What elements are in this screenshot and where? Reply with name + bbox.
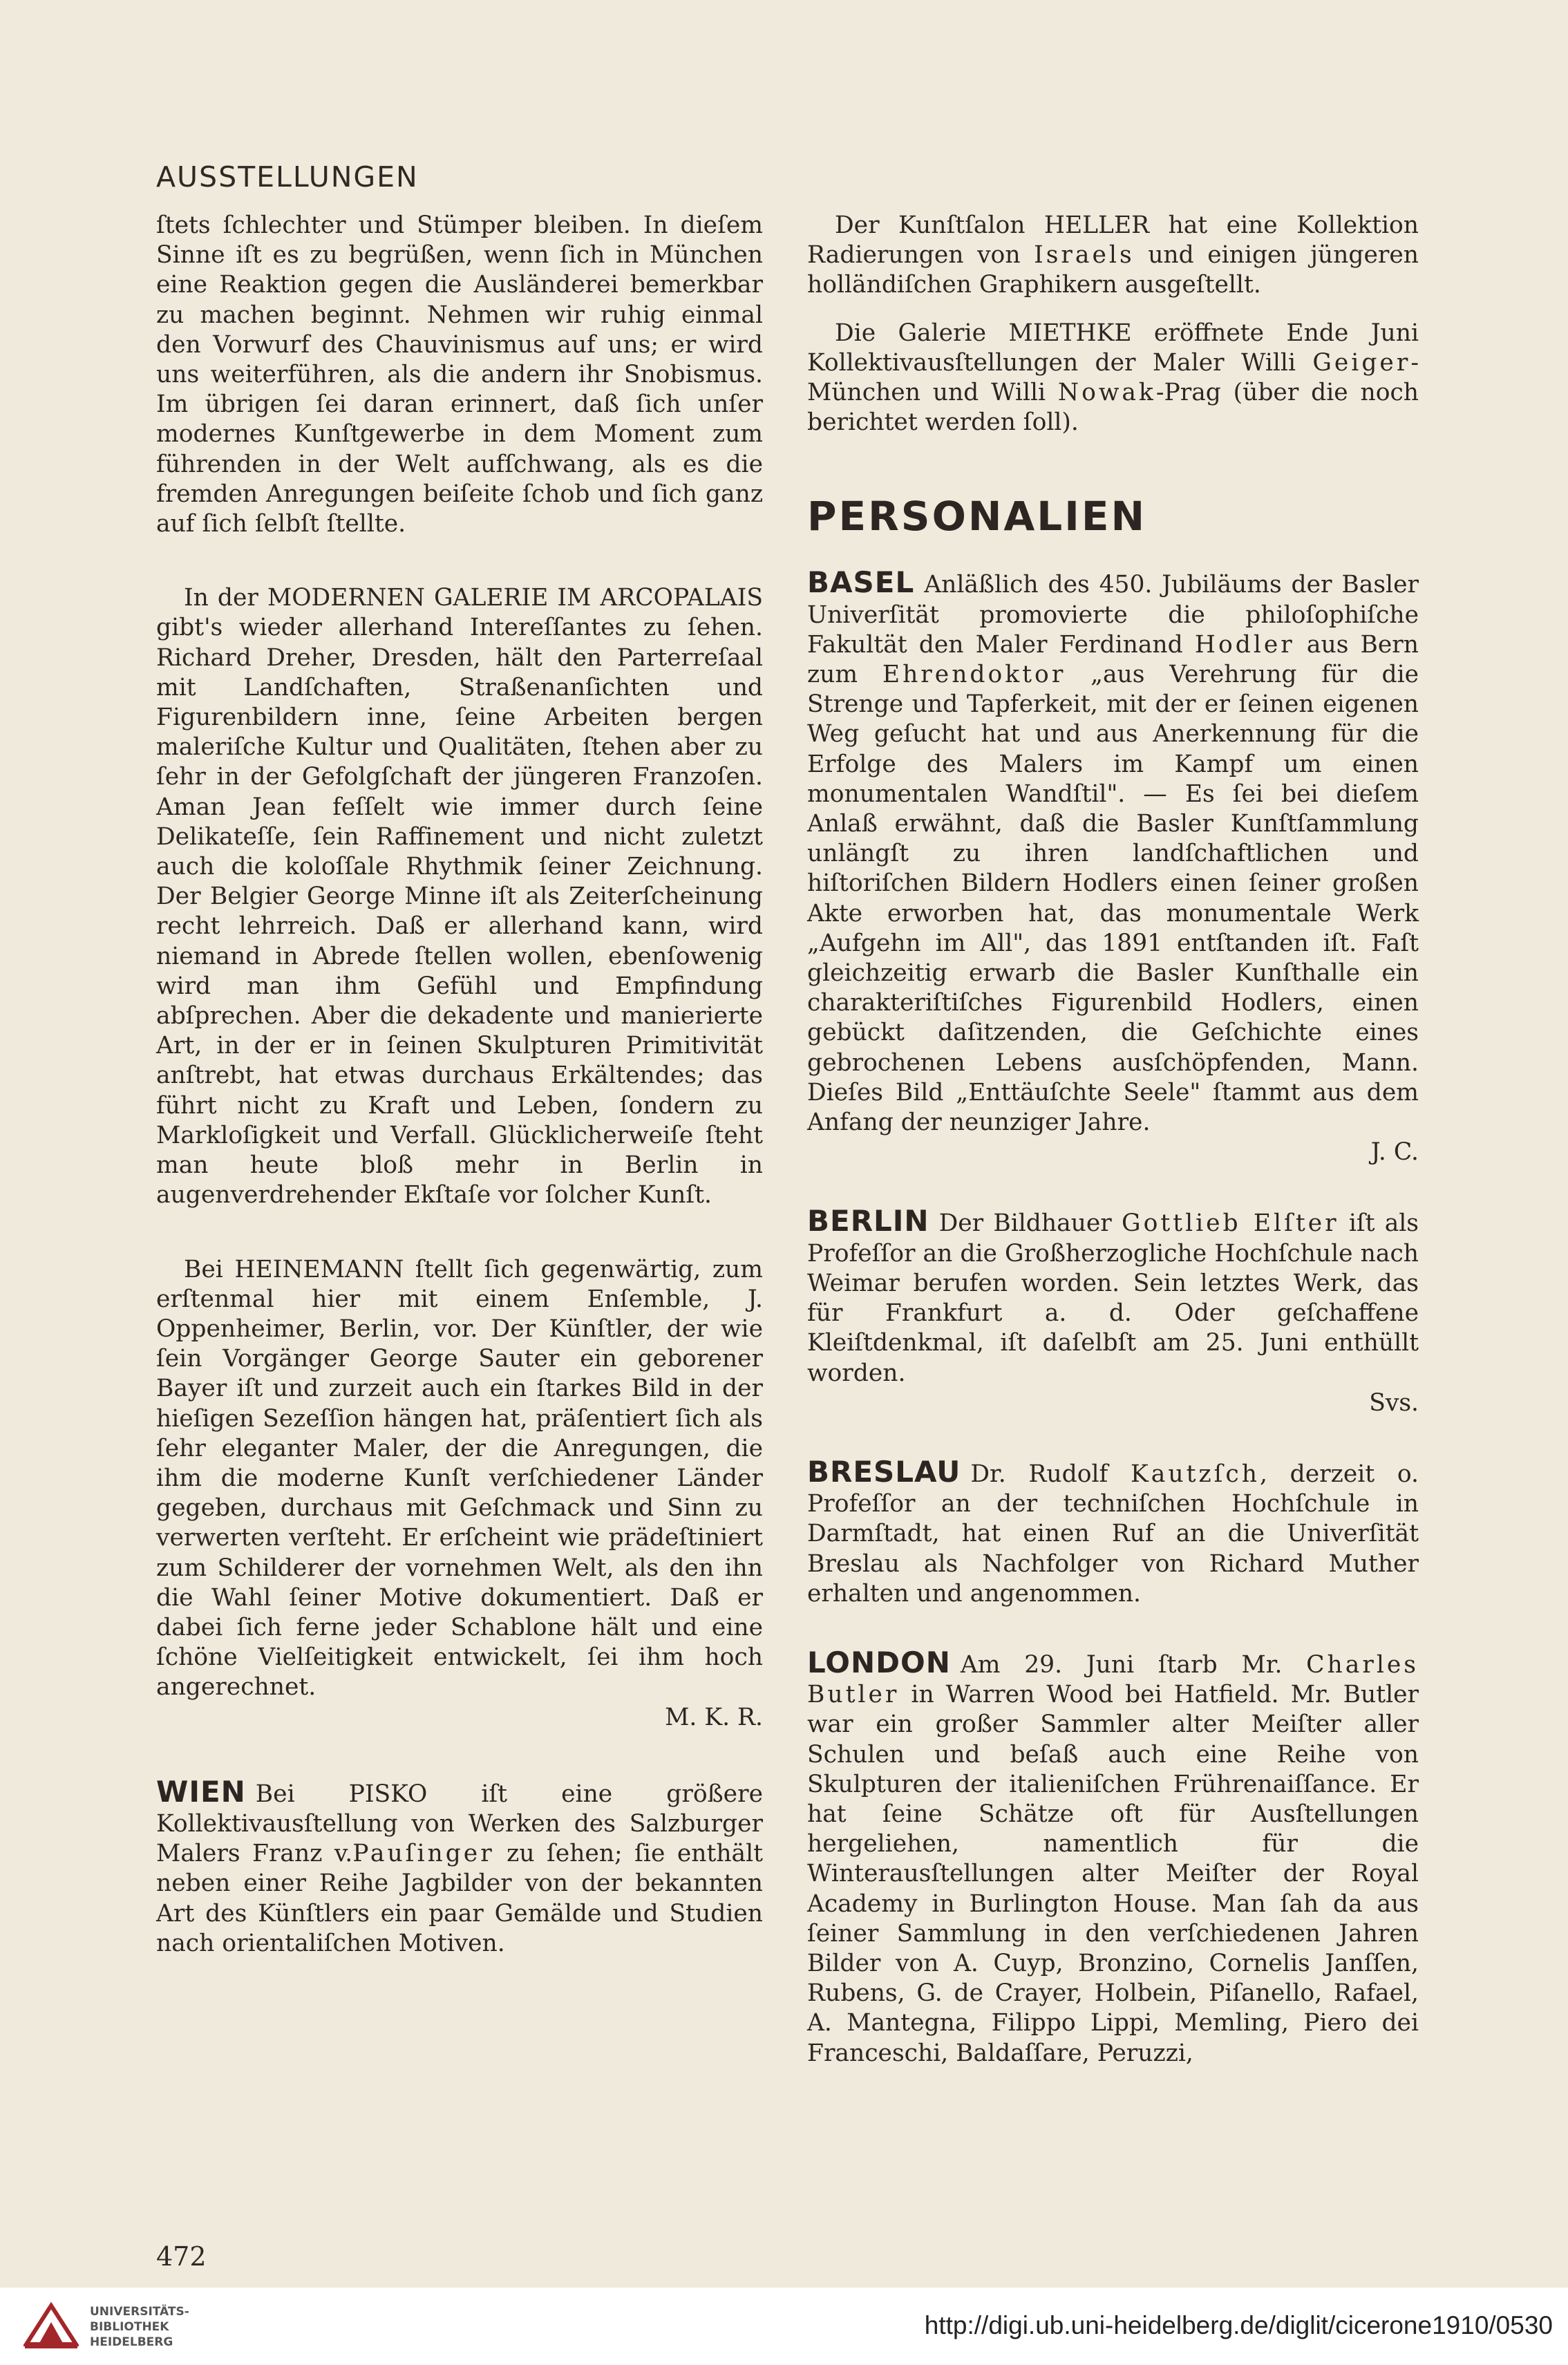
section-heading-personalien: PERSONALIEN	[807, 493, 1146, 540]
paragraph-miethke	[807, 319, 1419, 438]
basel-text-c: „aus Verehrung für die Strenge und Tapferkeit, mit der er ſeinen eigenen Weg geſucht hat und aus Anerkennung für die Erfolge des Malers im Kampf um einen monumentalen Wandſtil". — Es ſei bei dieſem Anlaß erwähnt, daß die Basler Kunſtſammlung unlängſt zu ihren landſchaftlichen und hiſtoriſchen Bildern Hodlers einen ſeiner großen Akte erworben hat, das monumentale Werk „Aufgehn im All", das 1891 entſtanden iſt. Faſt gleichzeitig erwarb die Basler Kunſthalle ein charakteriſtiſches Figurenbild Hodlers, einen gebückt daſitzenden, die Geſchichte eines gebrochenen Lebens ausſchöpfenden, Mann. Dieſes Bild „Enttäuſchte Seele" ſtammt aus dem Anfang der neunziger Jahre.	[807, 661, 1419, 1137]
paragraph-heinemann	[156, 1255, 763, 1733]
berlin-text-b: iſt als Profeſſor an die Großherzogliche Hochſchule nach Weimar berufen worden. Sein letztes Werk, das für Frankfurt a. d. Oder geſchaffene Kleiſtdenkmal, iſt daſelbſt am 25. Juni enthüllt worden.	[807, 1209, 1419, 1387]
heinemann-text: Bei HEINEMANN ſtellt ſich gegenwärtig, zum erſtenmal hier mit einem Enſemble, J. Oppenheimer, Berlin, vor. Der Künſtler, der wie ſein Vorgänger George Sauter ein geborener Bayer iſt und zurzeit auch ein ſtarkes Bild in der hieſigen Sezeſſion hängen hat, präſentiert ſich als ſehr eleganter Maler, der die Anregungen, die ihm die moderne Kunſt verſchiedener Länder gegeben, durchaus mit Geſchmack und Sinn zu verwerten verſteht. Er erſcheint wie prädeſtiniert zum Schilderer der vornehmen Welt, als den ihn die Wahl ſeiner Motive dokumentiert. Daß er dabei ſich ferne jeder Schablone hält und eine ſchöne Vielſeitigkeit entwickelt, ſei ihm hoch angerechnet.	[156, 1255, 763, 1702]
berlin-text-a: Der Bildhauer	[938, 1209, 1112, 1238]
heller-end: und einigen jüngeren holländiſchen Graphikern ausgeſtellt.	[807, 241, 1419, 299]
paragraph-moderne-galerie: In der MODERNEN GALERIE IM ARCOPALAIS gibt's wieder allerhand Intereſſantes zu ſehen. Richard Dreher, Dresden, hält den Parterreſaal mit Landſchaften, Straßenanſichten und Figurenbildern inne, ſeine Arbeiten bergen maleriſche Kultur und Qualitäten, ſtehen aber zu ſehr in der Gefolgſchaft der jüngeren Franzoſen. Aman Jean feſſelt wie immer durch ſeine Delikateſſe, ſein Raffinement und nicht zuletzt auch die koloſſale Rhythmik ſeiner Zeichnung. Der Belgier George Minne iſt als Zeiterſcheinung recht lehrreich. Daß er allerhand kann, wird niemand in Abrede ſtellen wollen, ebenſowenig wird man ihm Gefühl und Empfindung abſprechen. Aber die dekadente und manierierte Art, in der er in ſeinen Skulpturen Primitivität anſtrebt, hat etwas durchaus Erkältendes; das führt nicht zu Kraft und Leben, ſondern zu Markloſigkeit und Verfall. Glücklicherweiſe ſteht man heute bloß mehr in Berlin in augenverdrehender Ekſtaſe vor ſolcher Kunſt.	[156, 584, 763, 1209]
miethke-text-c: -Prag (über die noch berichtet werden ſoll).	[807, 379, 1419, 437]
heller-name: Israels	[1034, 241, 1135, 270]
signature-mkr: M. K. R.	[665, 1703, 763, 1731]
paragraph-berlin	[807, 1206, 1419, 1417]
wien-text-b: zu ſehen; ſie enthält neben einer Reihe Jagbilder von der bekannten Art des Künſtlers ein paar Gemälde und Studien nach orientaliſchen Motiven.	[156, 1840, 764, 1957]
heller-text: Der Kunſtſalon HELLER hat eine Kollektion Radierungen von	[807, 211, 1419, 270]
signature-jc: J. C.	[1370, 1138, 1419, 1167]
left-column	[156, 211, 763, 1959]
london-name: Charles Butler	[807, 1650, 1419, 1709]
page-number: 472	[156, 2241, 207, 2272]
basel-name: Hodler	[1194, 630, 1295, 659]
library-name-line-3: HEIDELBERG	[90, 2335, 173, 2349]
university-library-logo-icon	[23, 2301, 79, 2351]
paragraph-breslau	[807, 1454, 1419, 1609]
breslau-text-a: Dr. Rudolf	[970, 1460, 1108, 1488]
basel-text-b: aus Bern zum	[807, 630, 1419, 689]
miethke-name-geiger: Geiger	[1312, 348, 1411, 377]
paragraph-basel	[807, 567, 1419, 1167]
wien-name: Pauſinger	[352, 1840, 495, 1868]
city-heading-breslau: BRESLAU	[807, 1454, 961, 1489]
miethke-text-b: -München und Willi	[807, 348, 1419, 407]
source-url-link[interactable]: http://digi.ub.uni-heidelberg.de/diglit/cicerone1910/0530	[924, 2311, 1553, 2339]
basel-text-a: Anläßlich des 450. Jubiläums der Basler Univerſität promovierte die philoſophiſche Fakultät den Maler Ferdinand	[807, 571, 1419, 659]
london-text-a: Am 29. Juni ſtarb Mr.	[960, 1650, 1283, 1679]
signature-svs: Svs.	[1369, 1388, 1419, 1417]
breslau-text-b: , derzeit o. Profeſſor an der techniſchen Hochſchule in Darmſtadt, hat einen Ruf an die Univerſität Breslau als Nachfolger von Richard Muther erhalten und angenommen.	[807, 1460, 1419, 1608]
running-head: AUSSTELLUNGEN	[156, 160, 419, 194]
miethke-text-a: Die Galerie MIETHKE eröffnete Ende Juni Kollektivausſtellungen der Maler Willi	[807, 319, 1419, 377]
miethke-name-nowak: Nowak	[1057, 379, 1156, 407]
berlin-name: Gottlieb Elſter	[1122, 1209, 1339, 1238]
wien-text-a: Bei PISKO iſt eine größere Kollektivausſtellung von Werken des Salzburger Malers Franz v.	[156, 1780, 763, 1868]
city-heading-berlin: BERLIN	[807, 1204, 929, 1238]
city-heading-london: LONDON	[807, 1645, 951, 1679]
city-heading-wien: WIEN	[156, 1774, 246, 1809]
basel-title: Ehrendoktor	[882, 661, 1066, 689]
paragraph-wien	[156, 1774, 764, 1959]
breslau-name: Kautzſch	[1131, 1460, 1260, 1488]
city-heading-basel: BASEL	[807, 565, 915, 600]
paragraph-london	[807, 1645, 1419, 2069]
library-name-line-1: UNIVERSITÄTS-	[90, 2305, 189, 2319]
right-column	[807, 211, 1419, 2069]
london-text-b: in Warren Wood bei Hatfield. Mr. Butler war ein großer Sammler alter Meiſter aller Schulen und beſaß auch eine Reihe von Skulpturen der italieniſchen Frührenaiſſance. Er hat ſeine Schätze oft für Ausſtellungen hergeliehen, namentlich für die Winterausſtellungen alter Meiſter der Royal Academy in Burlington House. Man ſah da aus ſeiner Sammlung in den verſchiedenen Jahren Bilder von A. Cuyp, Bronzino, Cornelis Janſſen, Rubens, G. de Crayer, Holbein, Piſanello, Rafael, A. Mantegna, Filippo Lippi, Memling, Piero dei Franceschi, Baldaſſare, Peruzzi,	[807, 1681, 1419, 2067]
library-name-line-2: BIBLIOTHEK	[90, 2320, 169, 2334]
footer-bar	[0, 2288, 1568, 2365]
paragraph-chauvinismus: ſtets ſchlechter und Stümper bleiben. In dieſem Sinne iſt es zu begrüßen, wenn ſich in München eine Reaktion gegen die Ausländerei bemerkbar zu machen beginnt. Nehmen wir ruhig einmal den Vorwurf des Chauvinismus auf uns; er wird uns weiterführen, als die andern ihr Snobismus. Im übrigen ſei daran erinnert, daß ſich unſer modernes Kunſtgewerbe in dem Moment zum führenden in der Welt aufſchwang, als es die fremden Anregungen beiſeite ſchob und ſich ganz auf ſich ſelbſt ſtellte.	[156, 211, 763, 538]
paragraph-heller	[807, 211, 1419, 301]
library-name	[90, 2304, 189, 2350]
